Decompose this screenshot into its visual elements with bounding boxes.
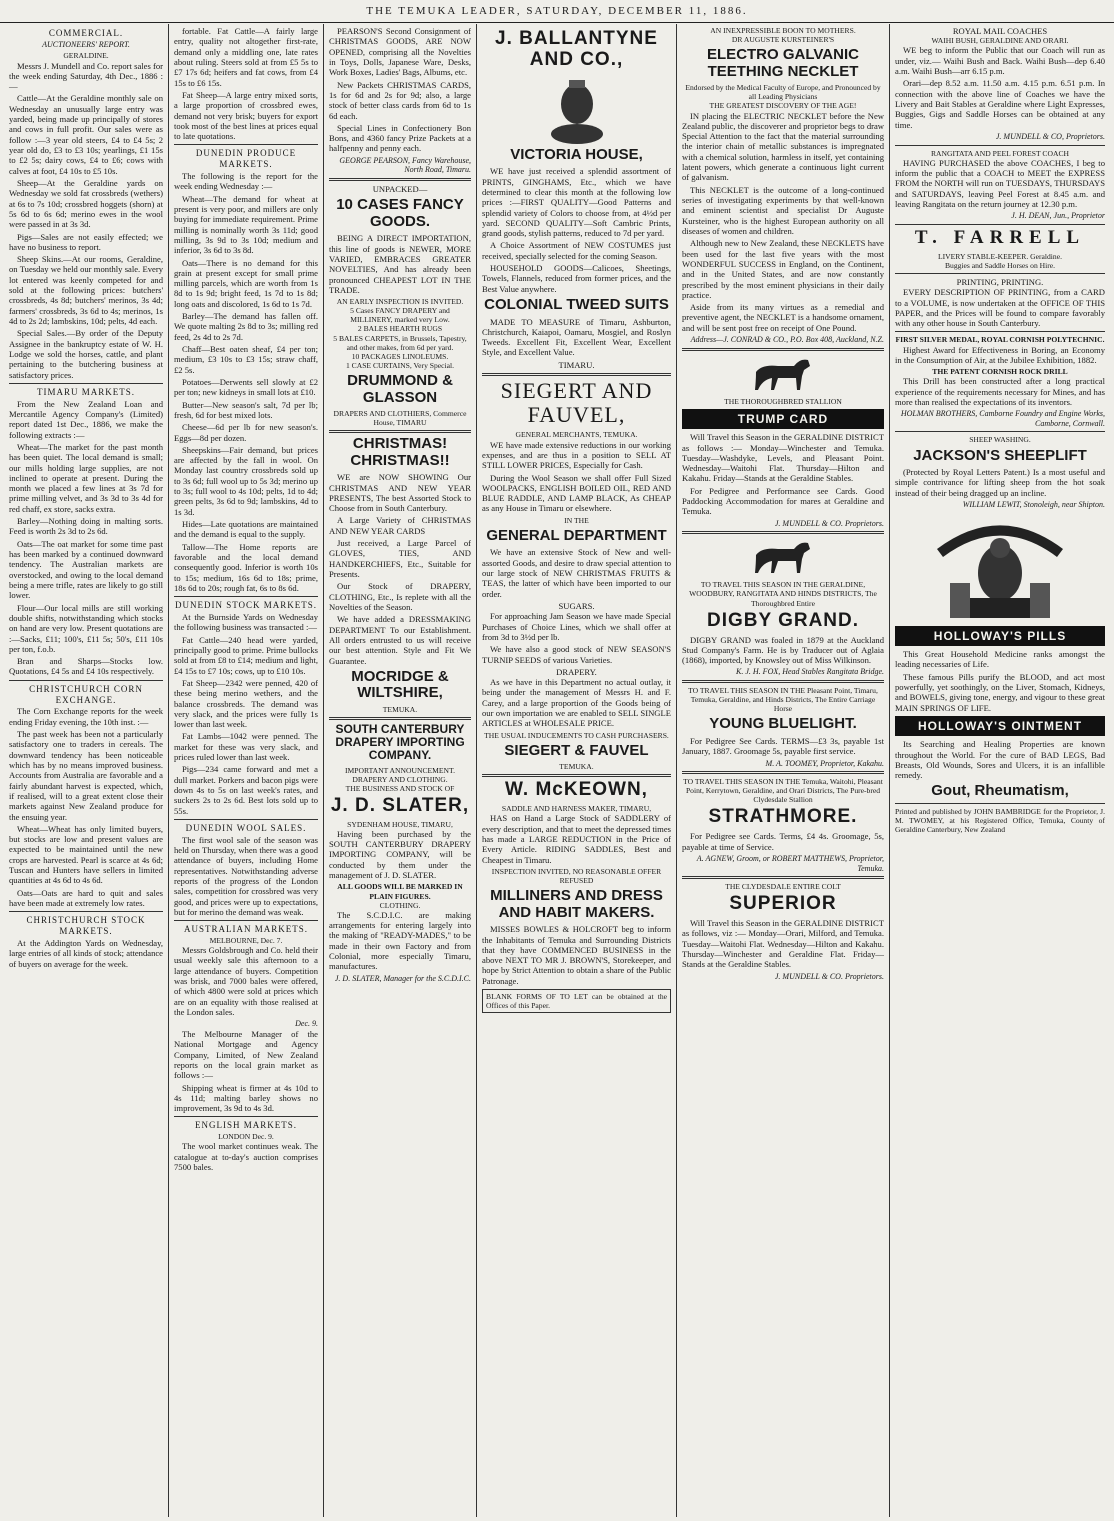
- section-heading: COMMERCIAL.: [48, 28, 124, 38]
- advertiser-signature: WILLIAM LEWIT, Stonoleigh, near Shipton.: [962, 499, 1105, 509]
- ad-headline: DIGBY GRAND.: [706, 609, 860, 631]
- advertisement-text: Just received, a Large Parcel of GLOVES, TIES, AND HANDKERCHIEFS, Etc., Suitable for Presents.: [329, 538, 471, 580]
- ad-heading: THE THOROUGHBRED STALLION: [724, 396, 842, 406]
- ad-line: Buggies and Saddle Horses on Hire.: [944, 260, 1056, 270]
- paragraph: The past week has been not a particularly satisfactory one to traders in cereals. The downward tendency has been noticeable which has by no means improved business. Accounts from Australia are favorable and a fairly abundant harvest is expected, which, if realised, will to a great extent close their markets against New Zealand produce for the ensuing year.: [9, 729, 163, 822]
- advertisement-text: During the Wool Season we shall offer Full Sized WOOLPACKS, ENGLISH BOILED OIL, RED AND BLUE RADDLE, AND LAMP BLACK, As CHEAP as any House in Timaru or elsewhere.: [482, 472, 671, 514]
- ad-line: 10 PACKAGES LINOLEUMS.: [351, 351, 449, 361]
- horse-icon: [748, 537, 818, 577]
- advertiser-signature: GEORGE PEARSON, Fancy Warehouse, North Road, Timaru.: [339, 155, 471, 175]
- ad-headline: COLONIAL TWEED SUITS: [484, 296, 669, 314]
- ad-headline: HOLLOWAY'S PILLS: [895, 626, 1105, 646]
- divider: [895, 331, 1105, 332]
- advertisement-text: BEING A DIRECT IMPORTATION, this line of goods is NEWER, MORE VARIED, EMBRACES GREATER NOVELTIES, And has already been pronounced CHEAPEST LOT IN THE TRADE.: [329, 233, 471, 295]
- divider: [682, 680, 884, 683]
- ad-subheading: SADDLE AND HARNESS MAKER, TIMARU,: [501, 804, 652, 814]
- advertisement-text: Highest Award for Effectiveness in Boring, an Economy in the Consumption of Air, at the Jubilee Exhibition, 1882.: [895, 344, 1105, 365]
- advertisement-text: PEARSON'S Second Consignment of CHRISTMAS GOODS, ARE NOW OPENED, comprising all the Novelties in Toys, Dolls, Japanese Ware, Desks, Work Boxes, Ladies' Bags, Albums, etc.: [329, 26, 471, 78]
- advertiser-signature: J. MUNDELL & CO. Proprietors.: [774, 518, 884, 528]
- section-heading: CHRISTCHURCH STOCK MARKETS.: [26, 915, 146, 937]
- ad-headline: HOLLOWAY'S OINTMENT: [895, 716, 1105, 736]
- ad-heading: THE CLYDESDALE ENTIRE COLT: [725, 882, 841, 892]
- ad-subheading: DRAPERS AND CLOTHIERS, Commerce House, TIMARU: [333, 409, 467, 428]
- place-heading: GERALDINE.: [63, 51, 109, 61]
- paragraph: Potatoes—Derwents sell slowly at £2 per ton; new kidneys in small lots at £10.: [174, 376, 318, 398]
- divider: [174, 144, 318, 145]
- ad-headline: MOCRIDGE & WILTSHIRE,: [351, 667, 449, 702]
- horse-icon: [748, 354, 818, 394]
- paragraph: The Melbourne Manager of the National Mortgage and Agency Company, Limited, of New Zealand reports on the local grain market as follows :—: [174, 1028, 318, 1081]
- divider: [329, 717, 471, 720]
- ad-headline: SOUTH CANTERBURY DRAPERY IMPORTING COMPANY.: [335, 721, 465, 763]
- divider: [895, 803, 1105, 804]
- ad-subheading: SYDENHAM HOUSE, TIMARU,: [347, 819, 453, 829]
- ad-heading: IN THE: [564, 515, 589, 525]
- paragraph: At the Addington Yards on Wednesday, large entries of all kinds of stock; attendance of buyers on average for the week.: [9, 937, 163, 969]
- friend-of-all-emblem-icon: [930, 513, 1070, 623]
- advertiser-signature: J. MUNDELL & CO, Proprietors.: [995, 131, 1105, 141]
- advertisement-text: Its Searching and Healing Properties are known throughout the World. For the cure of BAD LEGS, Bad Breasts, Old Wounds, Sores and Ulcers, it is an infallible remedy.: [895, 739, 1105, 781]
- ad-headline: ELECTRO GALVANIC TEETHING NECKLET: [707, 46, 859, 80]
- queen-portrait-icon: [547, 74, 607, 144]
- ad-headline: CHRISTMAS! CHRISTMAS!!: [350, 435, 450, 469]
- dateline: Dec. 9.: [295, 1019, 318, 1029]
- ad-heading: DRAPERY.: [556, 666, 597, 677]
- divider: [9, 383, 163, 384]
- ad-subheading: DR AUGUSTE KURSTEINER'S: [731, 35, 835, 45]
- divider: [174, 596, 318, 597]
- paragraph: Barley—The demand has fallen off. We quote malting 2s 8d to 3s; milling red feed, 2s 4d to 2s 7d.: [174, 311, 318, 342]
- ad-heading: TO TRAVEL THIS SEASON IN THE Temuka, Waitohi, Pleasant Point, Kerrytown, Geraldine, and Orari Districts, The Pure-bred Clydesdale Stallion: [683, 777, 883, 805]
- advertisement-text: This Great Household Medicine ranks amongst the leading necessaries of Life.: [895, 648, 1105, 670]
- advertisement-text: A Choice Assortment of NEW COSTUMES just received, specially selected for the coming Season.: [482, 240, 671, 261]
- advertiser-signature: HOLMAN BROTHERS, Camborne Foundry and Engine Works, Camborne, Cornwall.: [900, 409, 1105, 428]
- section-heading: AUSTRALIAN MARKETS.: [183, 924, 308, 935]
- paragraph: The following is the report for the week ending Wednesday :—: [174, 171, 318, 192]
- ad-headline: TRUMP CARD: [682, 409, 884, 429]
- section-heading: TIMARU MARKETS.: [36, 386, 135, 397]
- section-heading: DUNEDIN PRODUCE MARKETS.: [195, 148, 297, 170]
- divider: [682, 348, 884, 351]
- paragraph: Pigs—234 came forward and met a dull market. Porkers and bacon pigs were down 4s to 5s on last week's rates, and suckers 2s to 2s 6d. Best lots sold up to 55s.: [174, 764, 318, 816]
- paragraph: Oats—There is no demand for this grain at present except for small prime milling parcels, which are worth from 1s 8d to 1s 9d; bright feed, 1s 7d to 1s 8d; long oats and discolored, 1s 6d to 1s 7d.: [174, 257, 318, 309]
- ad-line: 5 Cases FANCY DRAPERY and MILLINERY, marked very Low.: [350, 306, 450, 325]
- divider: [682, 876, 884, 879]
- advertisement-text: WE have just received a splendid assortment of PRINTS, GINGHAMS, Etc., which we have determined to clear this month at the following low prices :—FIRST QUALITY—Good Patterns and splendid variety of Colors to choose from, at 4½d per yard. SECOND QUALITY—Soft Cambric Prints, grand goods, stylish patterns, reduced to 7d per yard.: [482, 166, 671, 239]
- advertisement-text: Orari—dep 8.52 a.m. 11.50 a.m. 4.15 p.m. 6.51 p.m. In connection with the above line of Coaches we have the Livery and Bait Stables at Geraldine where Light Expresses, Buggies, Gigs and Saddle Horses can be obtained at any time.: [895, 78, 1105, 130]
- ad-headline: JACKSON'S SHEEPLIFT: [913, 446, 1087, 464]
- column-merchant-ads: [477, 24, 677, 1517]
- ad-line: 1 CASE CURTAINS, Very Special.: [345, 360, 455, 370]
- section-heading: CHRISTCHURCH CORN EXCHANGE.: [29, 683, 143, 705]
- advertisement-text: For Pedigree and Performance see Cards. Good Paddocking Accommodation for mares at Geraldine and Temuka.: [682, 485, 884, 517]
- paragraph: Sheepskins—Fair demand, but prices are affected by the fall in wool. On Monday last country crossbreds sold up to 3s 6d; full wool up to 5s 3d; merino up to 3s; full wool to 4s 10d; pelts, 1d to 4d; green pelts, 3s 6d to 9d; lambskins, 4d to 1s 3d.: [174, 444, 318, 517]
- ad-headline: 10 CASES FANCY GOODS.: [336, 196, 464, 230]
- paragraph: Shipping wheat is firmer at 4s 10d to 4s 11d; malting barley shows no improvement, 3s 9d to 4s 3d.: [174, 1082, 318, 1114]
- advertisement-text: MISSES BOWLES & HOLCROFT beg to inform the Inhabitants of Temuka and Surrounding Districts that they have COMMENCED BUSINESS in the above NEXT TO MR J. BROWN'S, Storekeeper, and hope by Strict Attention to obtain a share of the Public Patronage.: [482, 924, 671, 986]
- advertisement-text: DIGBY GRAND was foaled in 1879 at the Auckland Stud Company's Farm. He is by Traducer out of Aglaia (1868), imported, by Knowsley out of Miss Wilkinson.: [682, 634, 884, 666]
- advertisement-text: The S.C.D.I.C. are making arrangements for entering largely into the making of "READY-MADES," to be made in their own Factory and from Colonial, more especially Timaru, manufactures.: [329, 909, 471, 972]
- paragraph: Hides—Late quotations are maintained and the demand is equal to the supply.: [174, 519, 318, 540]
- ad-subheading: WAIHI BUSH, GERALDINE AND ORARI.: [931, 36, 1069, 46]
- advertisement-text: WE are NOW SHOWING Our CHRISTMAS AND NEW YEAR PRESENTS, The best Assorted Stock to Choose from in South Canterbury.: [329, 472, 471, 514]
- advertisement-text: Aside from its many virtues as a remedial and preventive agent, the NECKLET is a handsome ornament, and will be sent post free on receipt of One Pound.: [682, 302, 884, 333]
- advertisement-text: WE beg to inform the Public that our Coach will run as under, viz.— Waihi Bush and Back. Waihi Bush—dep 6.40 a.m. Waihi Bush—arr 6.15 p.m.: [895, 45, 1105, 77]
- advertiser-signature: K. J. H. FOX, Head Stables Rangitata Bridge.: [736, 667, 884, 677]
- paragraph: Barley—Nothing doing in malting sorts. Feed is worth 2s 3d to 2s 6d.: [9, 516, 163, 537]
- paragraph: Pigs—Sales are not easily effected; we have no business to report.: [9, 231, 163, 252]
- ad-line: THE BUSINESS AND STOCK OF: [345, 783, 455, 793]
- columns: [4, 24, 1110, 1517]
- divider: [174, 920, 318, 921]
- dateline: MELBOURNE, Dec. 7.: [209, 936, 283, 946]
- ad-headline: MILLINERS AND DRESS AND HABIT MAKERS.: [490, 887, 663, 921]
- ad-headline: W. McKEOWN,: [505, 779, 648, 801]
- ad-heading: CLOTHING.: [379, 900, 421, 910]
- ad-headline: STRATHMORE.: [708, 806, 858, 828]
- divider: [682, 531, 884, 534]
- paragraph: The wool market continues weak. The catalogue at to-day's auction comprises 7500 bales.: [174, 1141, 318, 1172]
- advertisement-text: Will Travel this Season in the GERALDINE DISTRICT as follows, viz :— Monday—Orari, Milford, and Temuka. Tuesday—Waitohi Flat. Wednesday—Hilton and Kakahu. Thursday—Winchester and Geraldine Flat. Friday—Stands at the Geraldine Stables.: [682, 918, 884, 970]
- paragraph: Oats—The oat market for some time past has been marked by a continued downward tendency. The Australian markets are overstocked, and owing to the local demand being a mere trifle, rates are likely to go still lower.: [9, 538, 163, 601]
- ad-headline: YOUNG BLUELIGHT.: [709, 715, 857, 733]
- advertisement-text: As we have in this Department no actual outlay, it being under the management of Messrs H. and F. Carey, and a large proportion of the Goods being of our own importation we are enabled to SELL SINGLE ARTICLES at WHOLESALE PRICE.: [482, 677, 671, 729]
- advertisement-text: A Large Variety of CHRISTMAS AND NEW YEAR CARDS: [329, 515, 471, 536]
- advertiser-signature: J. MUNDELL & CO. Proprietors.: [774, 971, 884, 981]
- paragraph: The first wool sale of the season was held on Thursday, when there was a good attendance of buyers, including Home representatives. Notwithstanding adverse reports of the progress of the London sales, competition for crossbred was very good, and prices were up to expectations, but for merino the demand was weak.: [174, 834, 318, 917]
- advertisement-text: These famous Pills purify the BLOOD, and act most powerfully, yet soothingly, on the Liver, Stomach, Kidneys, and BOWELS, giving tone, energy, and vigour to these great MAIN SPRINGS OF LIFE.: [895, 671, 1105, 713]
- ad-heading: PRINTING, PRINTING.: [956, 276, 1044, 287]
- paragraph: Butter—New season's salt, 7d per lb; fresh, 6d for best mixed lots.: [174, 399, 318, 420]
- column-drapery-ads: [324, 24, 477, 1517]
- advertisement-text: This Drill has been constructed after a long practical experience of the requirements necessary for Mines, and has more than realised the expectations of its inventors.: [895, 376, 1105, 407]
- ad-heading: SUGARS.: [558, 600, 595, 611]
- advertisement-text: Special Lines in Confectionery Bon Bons, and 4360 fancy Prize Packets at a halfpenny and penny each.: [329, 122, 471, 154]
- ad-headline: SIEGERT & FAUVEL: [504, 741, 649, 759]
- divider: [895, 224, 1105, 225]
- advertisement-text: We have also a good stock of NEW SEASON'S TURNIP SEEDS of various Varieties.: [482, 644, 671, 665]
- paragraph: Bran and Sharps—Stocks low. Quotations, £4 5s and £4 10s respectively.: [9, 656, 163, 677]
- paragraph: Special Sales.—By order of the Deputy Assignee in the bankruptcy estate of W. H. Lodge we sold the horses, cattle, and plant pertaining to the butchering business at satisfactory prices.: [9, 328, 163, 380]
- place-heading: TIMARU.: [558, 359, 595, 370]
- advertisement-text: IN placing the ELECTRIC NECKLET before the New Zealand public, the discoverer and proprietor begs to draw Special Attention to the fact that the material surrounding the interior chain of metallic substances is impregnated with a chemical solution, harmless in itself, yet containing latent powers, which generate a continuous light current of galvanism.: [682, 110, 884, 183]
- advertisement-text: Our Stock of DRAPERY, CLOTHING, Etc., Is replete with all the Novelties of the Season.: [329, 581, 471, 612]
- advertisement-text: For Pedigree see Cards. Terms, £4 4s. Groomage, 5s, payable at time of Service.: [682, 831, 884, 852]
- ad-line: AN EARLY INSPECTION IS INVITED.: [336, 297, 464, 307]
- advertisement-text: HOUSEHOLD GOODS—Calicoes, Sheetings, Towels, Flannels, reduced from former prices, and the Best Value anywhere.: [482, 263, 671, 294]
- paragraph: Fat Sheep—A large entry mixed sorts, a large proportion of crossbred ewes, demand not very brisk; buyers for export took most of the best lines at prices equal to late quotations.: [174, 89, 318, 142]
- ad-heading: UNPACKED—: [372, 183, 428, 194]
- ad-subheading: LIVERY STABLE-KEEPER. Geraldine.: [938, 251, 1062, 261]
- column-stallion-ads: [677, 24, 890, 1517]
- column-commercial: [4, 24, 169, 1517]
- divider: [895, 273, 1105, 274]
- ad-heading: FIRST SILVER MEDAL, ROYAL CORNISH POLYTECHNIC.: [895, 335, 1105, 345]
- ad-heading: SHEEP WASHING.: [969, 435, 1031, 445]
- ad-headline: J. D. SLATER,: [330, 794, 470, 816]
- ad-heading: AN INEXPRESSIBLE BOON TO MOTHERS.: [710, 26, 856, 35]
- divider: [482, 373, 671, 376]
- advertisement-text: We have an extensive Stock of New and well-assorted Goods, and desire to draw special attention to our large stock of NEW CHRISTMAS FRUITS & TEAS, the latter of which have been imported to our order.: [482, 547, 671, 599]
- advertisement-text: Although new to New Zealand, these NECKLETS have been used for the last five years with the most WONDERFUL SUCCESS in England, on the Continent, and in the United States, and are now constantly prescribed by the most eminent physicians in their daily practice.: [682, 238, 884, 300]
- advertisement-text: For approaching Jam Season we have made Special Purchases of Choice Lines, which we shall offer at from 3d to 3½d per lb.: [482, 611, 671, 642]
- divider: [482, 774, 671, 777]
- paragraph: Cattle—At the Geraldine monthly sale on Wednesday an unusually large entry was yarded, being made up principally of stores and cows in full profit. Our sales were as follow :—3 year old steers, £4 to £4 5s; 2 year old do, £3 to £3 10s; yearlings, £1 15s to £2 5s; dairy cows, £4 to £6; cows with calves at foot, £4 10s to £5 10s.: [9, 93, 163, 176]
- ad-heading: INSPECTION INVITED, NO REASONABLE OFFER REFUSED: [491, 866, 662, 886]
- paragraph: Wheat—The market for the past month has been quiet. The local demand is small; our mills holding large supplies, are not inclined to operate at present. During the month we placed a few lines at 3s 7d for prime milling velvet, and 3s 3d to 3s 4d for red chaff, ex store, sacks extra.: [9, 441, 163, 514]
- ad-subheading: TEMUKA.: [559, 762, 594, 772]
- section-heading: DUNEDIN STOCK MARKETS.: [174, 600, 318, 611]
- ad-heading: THE GREATEST DISCOVERY OF THE AGE!: [709, 101, 857, 111]
- ad-headline: T. FARRELL: [914, 226, 1086, 248]
- paragraph: From the New Zealand Loan and Mercantile Agency Company's (Limited) report dated 1st Dec., 1886, we make the following extracts :—: [9, 398, 163, 440]
- ad-heading: RANGITATA AND PEEL FOREST COACH: [930, 148, 1069, 158]
- divider: [895, 145, 1105, 146]
- paragraph: Wheat—Wheat has only limited buyers, but stocks are low and present values are expected to be maintained until the new crops are harvested. Pearl is scarce at 4s 6d; Tuscan and Hunters have sellers in limited quantities at 4s 6d to 4s 6d.: [9, 823, 163, 886]
- advertisement-text: WE have made extensive reductions in our working expenses, and are thus in a position to SELL AT STILL LOWER PRICES, Especially for Cash.: [482, 439, 671, 471]
- section-heading: ENGLISH MARKETS.: [194, 1120, 297, 1131]
- section-heading: DUNEDIN WOOL SALES.: [185, 822, 307, 833]
- paragraph: Wheat—The demand for wheat at present is very poor, and millers are only buying for immediate requirement. Prime milling is nominally worth 3s 11d; good milling, 3s 9d to 3s 10d; medium and inferior, 3s 6d to 3s 8d.: [174, 193, 318, 256]
- advertisement-text: (Protected by Royal Letters Patent.) Is a most useful and simple contrivance for lifting sheep from the hot soak instead of their being dragged up an incline.: [895, 467, 1105, 498]
- paragraph: Messrs Goldsbrough and Co. held their usual weekly sale this afternoon to a large attendance of buyers. Competition was brisk, and 7000 bales were offered, of which 4800 were sold at prices which are on an equality with those realised at the London sales.: [174, 945, 318, 1018]
- advertiser-signature: Address—J. CONRAD & CO., P.O. Box 408, Auckland, N.Z.: [690, 335, 884, 345]
- ad-line: ALL GOODS WILL BE MARKED IN PLAIN FIGURES.: [337, 882, 463, 901]
- divider: [329, 178, 471, 181]
- divider: [895, 431, 1105, 432]
- paragraph: At the Burnside Yards on Wednesday the following business was transacted :—: [174, 612, 318, 633]
- ad-heading: TO TRAVEL THIS SEASON IN THE GERALDINE, WOODBURY, RANGITATA AND HINDS DISTRICTS, The Thoroughbred Entire: [689, 580, 877, 608]
- ad-line: 5 BALES CARPETS, in Brussels, Tapestry, and other makes, from 6d per yard.: [333, 333, 467, 352]
- ad-heading: TO TRAVEL THIS SEASON IN THE Pleasant Point, Timaru, Temuka, Geraldine, and Hinds Districts, The Entire Carriage Horse: [688, 686, 878, 714]
- divider: [9, 911, 163, 912]
- paragraph: Fat Cattle—240 head were yarded, principally good to prime. Prime bullocks sold at from £8 to £14; medium and light, £4 15s to £7 10s; cows, up to £10 10s.: [174, 634, 318, 676]
- ad-headline: GENERAL DEPARTMENT: [486, 526, 667, 544]
- paragraph: Flour—Our local mills are still working double shifts, notwithstanding which stocks on hand are very low. Present quotations are :—Sacks, £11; 100's, £11 5s; 50's, £11 10s per ton, f.o.b.: [9, 602, 163, 654]
- divider: [682, 771, 884, 774]
- notice-box: BLANK FORMS OF TO LET can be obtained at the Offices of this Paper.: [482, 989, 671, 1013]
- advertiser-signature: M. A. TOOMEY, Proprietor, Kakahu.: [765, 758, 884, 768]
- ad-subheading: Endorsed by the Medical Faculty of Europe, and Pronounced by all Leading Physicians: [685, 83, 881, 102]
- ad-headline: VICTORIA HOUSE,: [510, 145, 643, 163]
- paragraph: Tallow—The Home reports are favorable and the local demand consequently good. Inferior is worth 10s to 15s; medium, 16s 6d to 18s; prime, 18s 6d to 20s; rough fat, 6s to 8s 6d.: [174, 541, 318, 593]
- ad-headline: Gout, Rheumatism,: [931, 782, 1069, 800]
- paragraph: Chaff—Best oaten sheaf, £4 per ton; medium, £3 10s to £3 15s; straw chaff, £2 5s.: [174, 344, 318, 375]
- paragraph: Sheep Skins.—At our rooms, Geraldine, on Tuesday we held our monthly sale. Every lot entered was keenly competed for and sold at the following prices: butchers' crossbreds, 4s 8d; butchers' merinos, 3s 4d; farmers' crossbreds, 3s 6d to 4s; merinos, 1s 4d to 2s 2d; lambskins, 10d; pelts, 4d each.: [9, 254, 163, 326]
- masthead: THE TEMUKA LEADER, SATURDAY, DECEMBER 11, 1886.: [0, 0, 1114, 23]
- advertiser-signature: J. D. SLATER, Manager for the S.C.D.I.C.: [334, 973, 471, 983]
- paragraph: Fat Sheep—2342 were penned, 420 of these being merino wethers, and the balance crossbreds. The demand was very slack, and the prices were fully 1s lower than last week.: [174, 677, 318, 730]
- divider: [174, 819, 318, 820]
- divider: [329, 430, 471, 433]
- imprint: Printed and published by JOHN BAMBRIDGE for the Proprietor, J. M. TWOMEY, at his Registered Office, Temuka, County of Geraldine Canterbury, New Zealand: [895, 806, 1105, 835]
- ad-subheading: TEMUKA.: [382, 704, 418, 714]
- advertisement-text: This NECKLET is the outcome of a long-continued series of investigating experiments by that well-known and eminent scientist and specialist Dr Auguste Kursteiner, who is the highest European authority on all diseases of women and children.: [682, 184, 884, 236]
- advertisement-text: We have added a DRESSMAKING DEPARTMENT To our Establishment. All orders entrusted to us will receive our best attention. Style and Fit We Guarantee.: [329, 614, 471, 666]
- divider: [174, 1116, 318, 1117]
- ad-headline: SIEGERT AND FAUVEL,: [500, 378, 653, 428]
- section-subheading: AUCTIONEERS' REPORT.: [42, 39, 130, 49]
- column-markets: [169, 24, 324, 1517]
- advertisement-text: New Packets CHRISTMAS CARDS, 1s for 6d and 2s for 9d; also, a large stock of better class cards from 6d to 1s 6d each.: [329, 79, 471, 121]
- paragraph: The Corn Exchange reports for the week ending Friday evening, the 10th inst. :—: [9, 706, 163, 727]
- advertisement-text: EVERY DESCRIPTION OF PRINTING, from a CARD to a VOLUME, is now undertaken at the OFFICE OF THIS PAPER, and the Prices will be found to compare favorably with any other house in South Canterbury.: [895, 287, 1105, 329]
- dateline: LONDON Dec. 9.: [218, 1132, 274, 1142]
- ad-subheading: IMPORTANT ANNOUNCEMENT. DRAPERY AND CLOTHING.: [344, 765, 456, 784]
- paragraph: Fat Lambs—1042 were penned. The market for these was very slack, and prices ruled lower than last week.: [174, 731, 318, 763]
- ad-headline: J. BALLANTYNE AND CO.,: [495, 28, 658, 70]
- advertisement-text: Having been purchased by the SOUTH CANTERBURY DRAPERY IMPORTING COMPANY, will be conducted by them under the management of J. D. SLATER.: [329, 828, 471, 881]
- advertiser-signature: A. AGNEW, Groom, or ROBERT MATTHEWS, Proprietor, Temuka.: [696, 853, 884, 873]
- column-services-ads: [890, 24, 1110, 1517]
- paragraph: Cheese—6d per lb for new season's. Eggs—8d per dozen.: [174, 422, 318, 443]
- ad-subheading: GENERAL MERCHANTS, TEMUKA.: [515, 430, 638, 440]
- paragraph: Sheep—At the Geraldine yards on Wednesday we sold fat crossbreds (wethers) at 6s to 7s 10d; crossbred hoggets (shorn) at 5s 6d to 6s 6d; merino ewes in the wool were passed in at 3s 3d.: [9, 177, 163, 230]
- ad-heading: THE USUAL INDUCEMENTS TO CASH PURCHASERS.: [484, 730, 669, 740]
- ad-headline: SUPERIOR: [729, 893, 837, 915]
- advertisement-text: MADE TO MEASURE of Timaru, Ashburton, Christchurch, Kaiapoi, Oamaru, Mosgiel, and Roslyn Tweeds. Excellent Fit, Excellent Wear, Excellent Style, and Excellent Value.: [482, 316, 671, 358]
- ad-line: 2 BALES HEARTH RUGS: [357, 324, 443, 334]
- paragraph: Messrs J. Mundell and Co. report sales for the week ending Saturday, 4th Dec., 1886 :—: [9, 60, 163, 92]
- advertisement-text: HAS on Hand a Large Stock of SADDLERY of every description, and that to meet the depressed times has made a LARGE REDUCTION in the Price of Every Article. RIDING SADDLES, Best and Cheapest in Timaru.: [482, 813, 671, 865]
- advertisement-text: HAVING PURCHASED the above COACHES, I beg to inform the public that a COACH to MEET the EXPRESS FROM the NORTH will run on TUESDAYS, THURSDAYS and SATURDAYS, leaving Peel Forest at 8.45 a.m. and leaving Rangitata on the return journey at 12.30 p.m.: [895, 157, 1105, 209]
- advertisement-text: For Pedigree See Cards. TERMS—£3 3s, payable 1st January, 1887. Groomage 5s, payable first service.: [682, 735, 884, 757]
- ad-heading: ROYAL MAIL COACHES: [952, 26, 1048, 36]
- paragraph: fortable. Fat Cattle—A fairly large entry, quality not altogether first-rate, demand only a middling one, late rates about ruling. Steers sold at from £5 5s to £7 17s 6d; heifers and fat cows, from £4 15s to £6 15s.: [174, 26, 318, 88]
- advertisement-text: Will Travel this Season in the GERALDINE DISTRICT as follows :— Monday—Winchester and Temuka. Tuesday—Washdyke, Levels, and Pleasant Point. Wednesday—Waitohi Flat. Thursday—Hilton and Kakahu. Friday—Stands at the Geraldine Stables.: [682, 432, 884, 484]
- ad-headline: DRUMMOND & GLASSON: [347, 372, 453, 406]
- paragraph: Oats—Oats are hard to quit and sales have been made at extremely low rates.: [9, 887, 163, 909]
- ad-heading: THE PATENT CORNISH ROCK DRILL: [932, 367, 1068, 377]
- advertiser-signature: J. H. DEAN, Jun., Proprietor: [1011, 211, 1105, 221]
- divider: [9, 680, 163, 681]
